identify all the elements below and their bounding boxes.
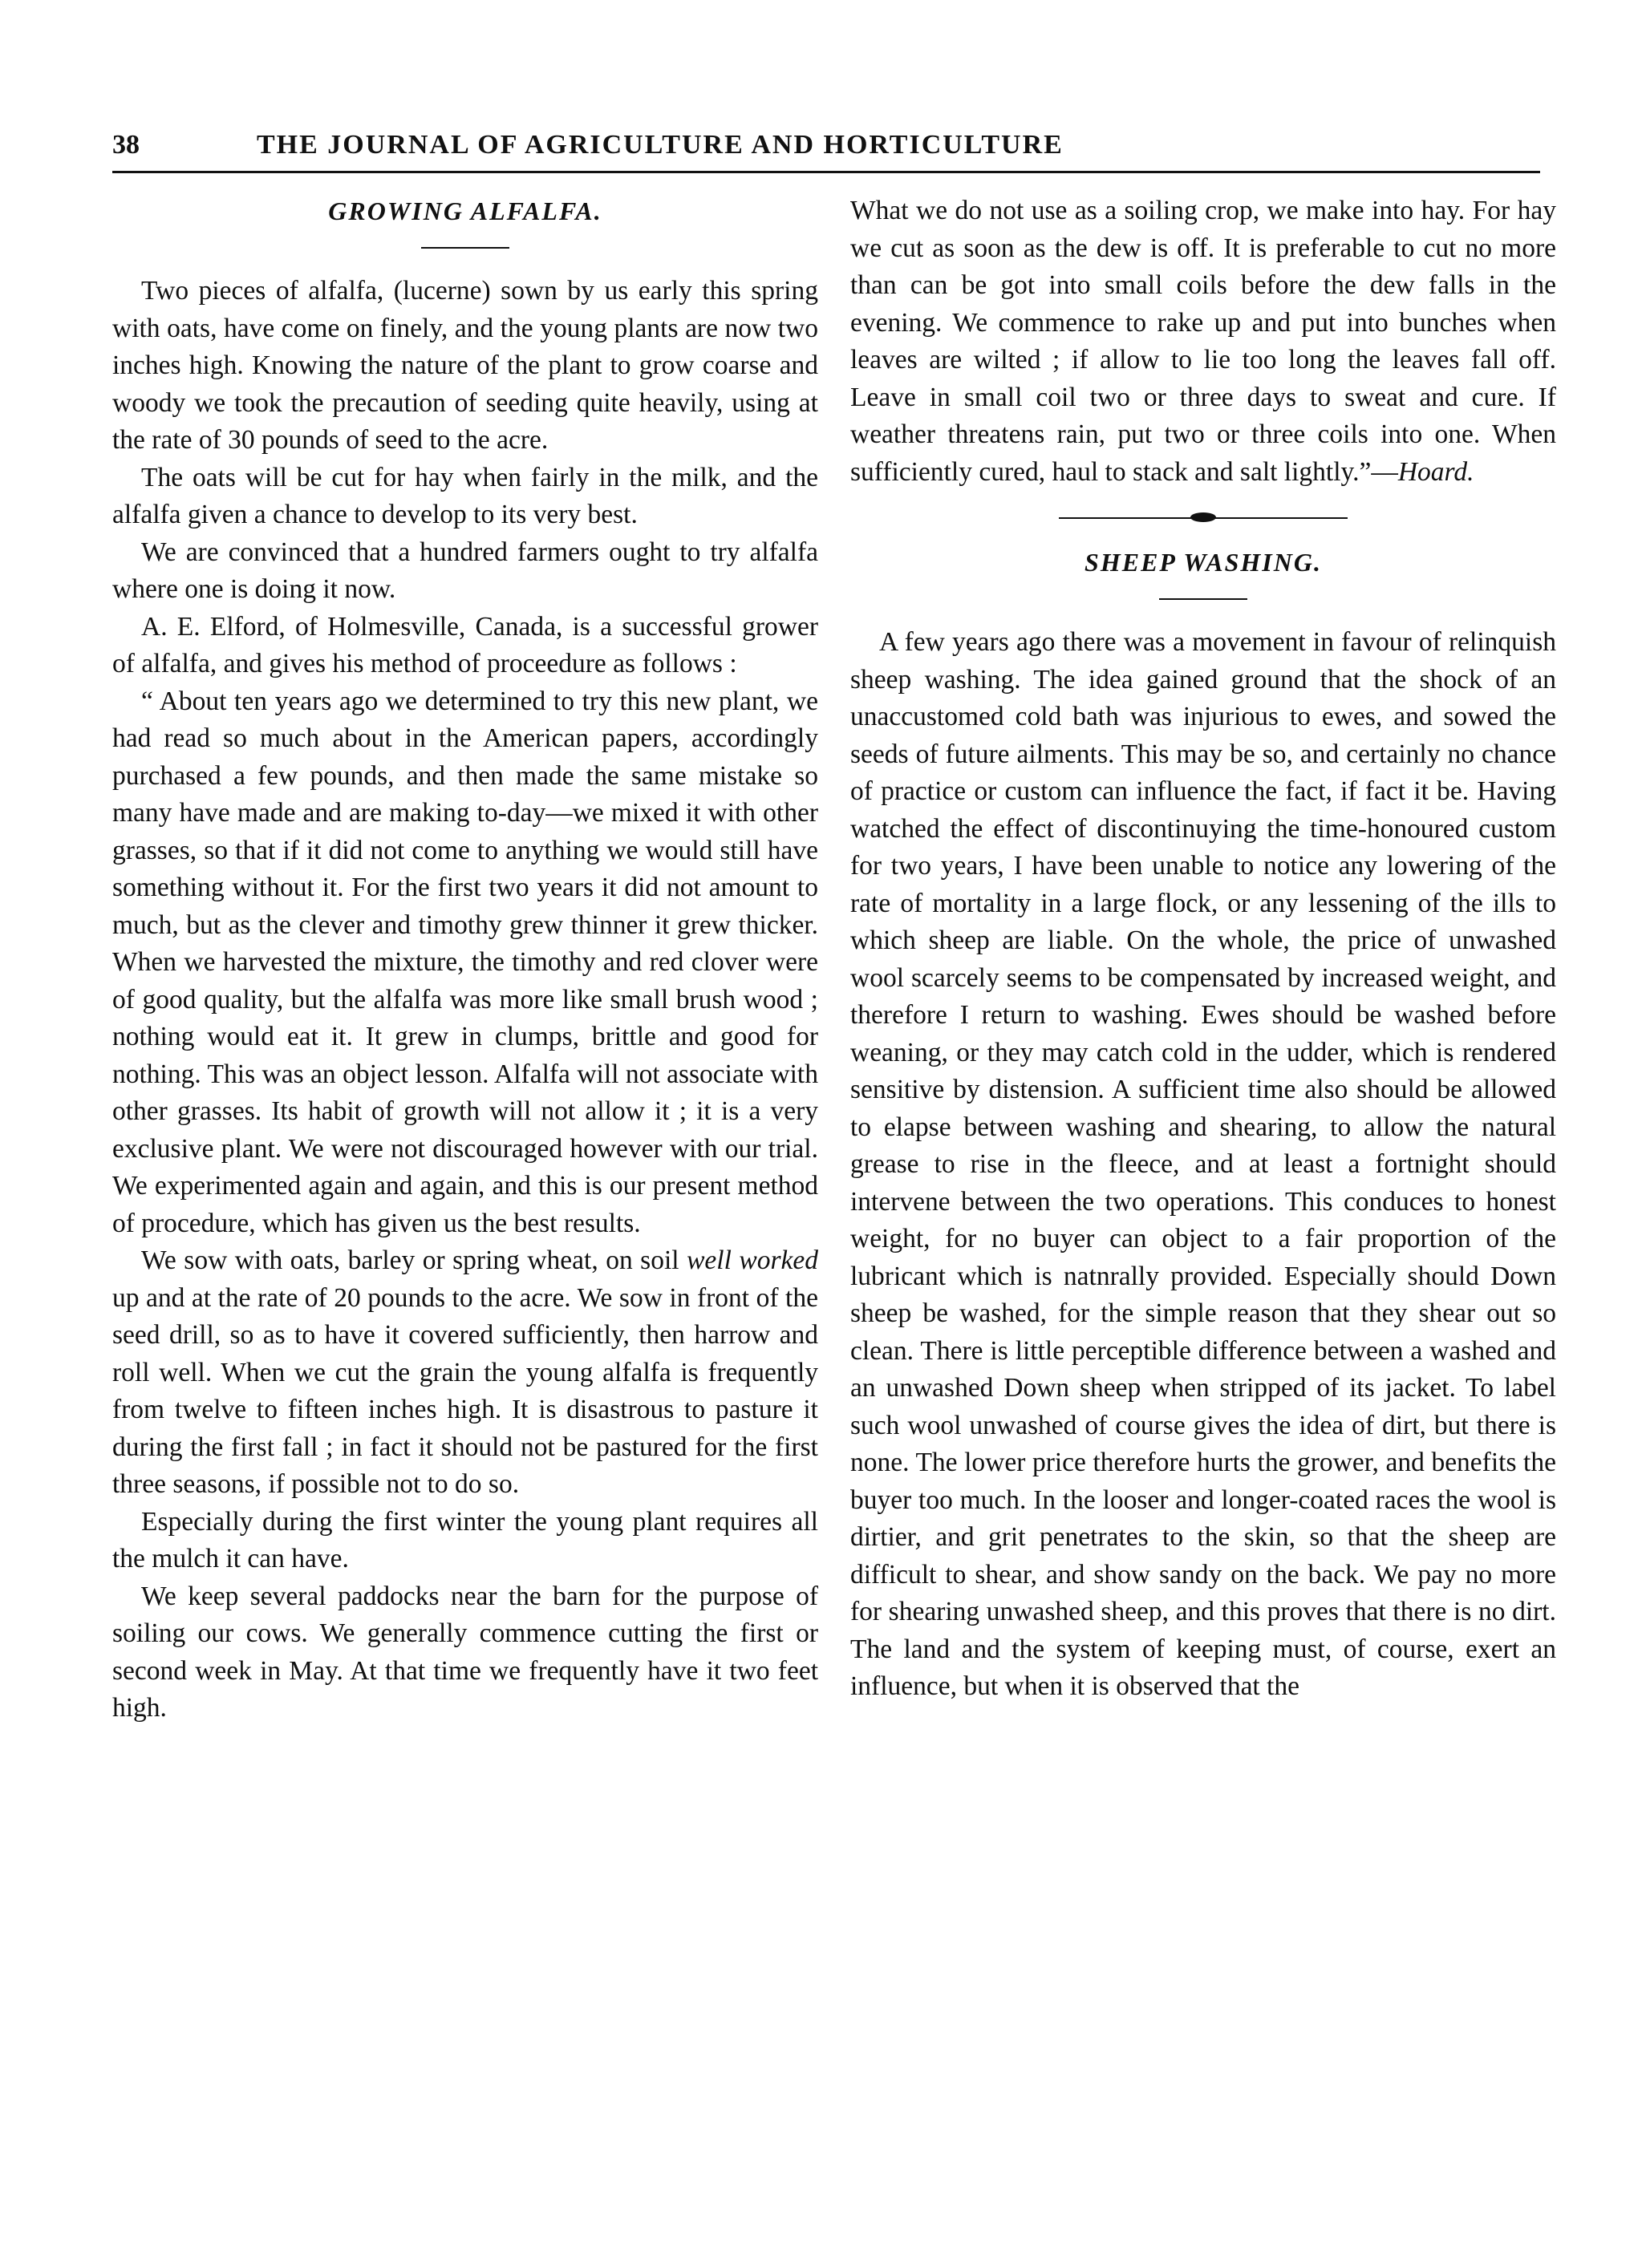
left-column	[112, 192, 818, 1727]
article-title-sheep-washing: SHEEP WASHING.	[1084, 548, 1322, 577]
paragraph: Especially during the first winter the young plant requires all the mulch it can have.	[112, 1506, 818, 1573]
title-rule	[1159, 598, 1247, 600]
sowing-text-after: up and at the rate of 20 pounds to the acre. We sow in front of the seed drill, so as to have it covered sufficiently, then harrow and roll well. When we cut the grain the young alfalfa is frequently from twelve to fifteen inches high. It is disastrous to pasture it during the first fall ; in fact it should not be pastured for the first three seasons, if possible not to do so.	[112, 1282, 818, 1499]
article-title-growing-alfalfa: GROWING ALFALFA.	[328, 196, 602, 225]
paragraph: Two pieces of alfalfa, (lucerne) sown by us early this spring with oats, have come on finely, and the young plants are now two inches high. Knowing the nature of the plant to grow coarse and woody we took the precaution of seeding quite heavily, using at the rate of 30 pounds of seed to the acre.	[112, 276, 818, 455]
right-column	[850, 192, 1556, 1706]
divider-dot	[1190, 512, 1216, 522]
source-attribution: Hoard.	[1397, 456, 1474, 487]
paragraph: The oats will be cut for hay when fairly in the milk, and the alfalfa given a chance to develop to its very best.	[112, 462, 818, 529]
paragraph: We are convinced that a hundred farmers ought to try alfalfa where one is doing it now.	[112, 537, 818, 604]
header-rule	[112, 171, 1540, 173]
paragraph: We keep several paddocks near the barn for the purpose of soiling our cows. We generally commence cutting the first or second week in May. At that time we frequently have it two feet high.	[112, 1581, 818, 1723]
quoted-paragraph: “ About ten years ago we determined to try this new plant, we had read so much about in the American papers, accordingly purchased a few pounds, and then made the same mistake so many have made and are making to-day—we mixed it with other grasses, so that if it did not come to anything we would still have something without it. For the first two years it did not amount to much, but as the clever and timothy grew thinner it grew thicker. When we harvested the mixture, the timothy and red clover were of good quality, but the alfalfa was more like small brush wood ; nothing would eat it. It grew in clumps, brittle and good for nothing. This was an object lesson. Alfalfa will not associate with other grasses. Its habit of growth will not allow it ; it is a very exclusive plant. We were not discouraged however with our trial. We experimented again and again, and this is our present method of procedure, which has given us the best results.	[112, 686, 818, 1238]
section-divider-ornament	[1059, 510, 1348, 526]
paragraph-sheep-washing: A few years ago there was a movement in favour of relinquish sheep washing. The idea gained ground that the shock of an unaccustomed cold bath was injurious to ewes, and sowed the seeds of future ailments. This may be so, and certainly no chance of practice or custom can influence the fact, if fact it be. Having watched the effect of discontinuying the time-honoured custom for two years, I have been unable to notice any lowering of the rate of mortality in a large flock, or any lessening of the ills to which sheep are liable. On the whole, the price of unwashed wool scarcely seems to be compensated by increased weight, and therefore I return to washing. Ewes should be washed before weaning, or they may catch cold in the udder, which is rendered sensitive by distension. A sufficient time also should be allowed to elapse between washing and shearing, to allow the natural grease to rise in the fleece, and at least a fortnight should intervene between the two operations. This conduces to honest weight, for no buyer can object to a fair proportion of the lubricant which is natnrally provided. Especially should Down sheep be washed, for the simple reason that they shear out so clean. There is little perceptible difference between a washed and an unwashed Down sheep when stripped of its jacket. To label such wool unwashed of course gives the idea of dirt, but there is none. The lower price therefore hurts the grower, and benefits the buyer too much. In the looser and longer-coated races the wool is dirtier, and grit penetrates to the skin, so that the sheep are difficult to shear, and show sandy on the back. We pay no more for shearing unwashed sheep, and this proves that there is no dirt. The land and the system of keeping must, of course, exert an influence, but when it is observed that the	[850, 627, 1556, 1701]
sowing-emphasis: well worked	[687, 1245, 818, 1275]
continued-paragraph	[850, 192, 1556, 491]
running-header	[112, 127, 1540, 168]
paragraph: A. E. Elford, of Holmesville, Canada, is a successful grower of alfalfa, and gives his method of proceedure as follows :	[112, 611, 818, 678]
title-rule	[421, 247, 509, 249]
journal-title: THE JOURNAL OF AGRICULTURE AND HORTICULTURE	[257, 130, 1064, 160]
page-number: 38	[112, 130, 140, 160]
sowing-text-before: We sow with oats, barley or spring wheat, on soil	[141, 1245, 687, 1275]
paragraph-sowing	[112, 1242, 818, 1504]
continued-text: What we do not use as a soiling crop, we make into hay. For hay we cut as soon as the dew is off. It is preferable to cut no more than can be got into small coils before the dew falls in the evening. We commence to rake up and put into bunches when leaves are wilted ; if allow to lie too long the leaves fall off. Leave in small coil two or three days to sweat and cure. If weather threatens rain, put two or three coils into one. When sufficiently cured, haul to stack and salt lightly.”—	[850, 196, 1556, 487]
